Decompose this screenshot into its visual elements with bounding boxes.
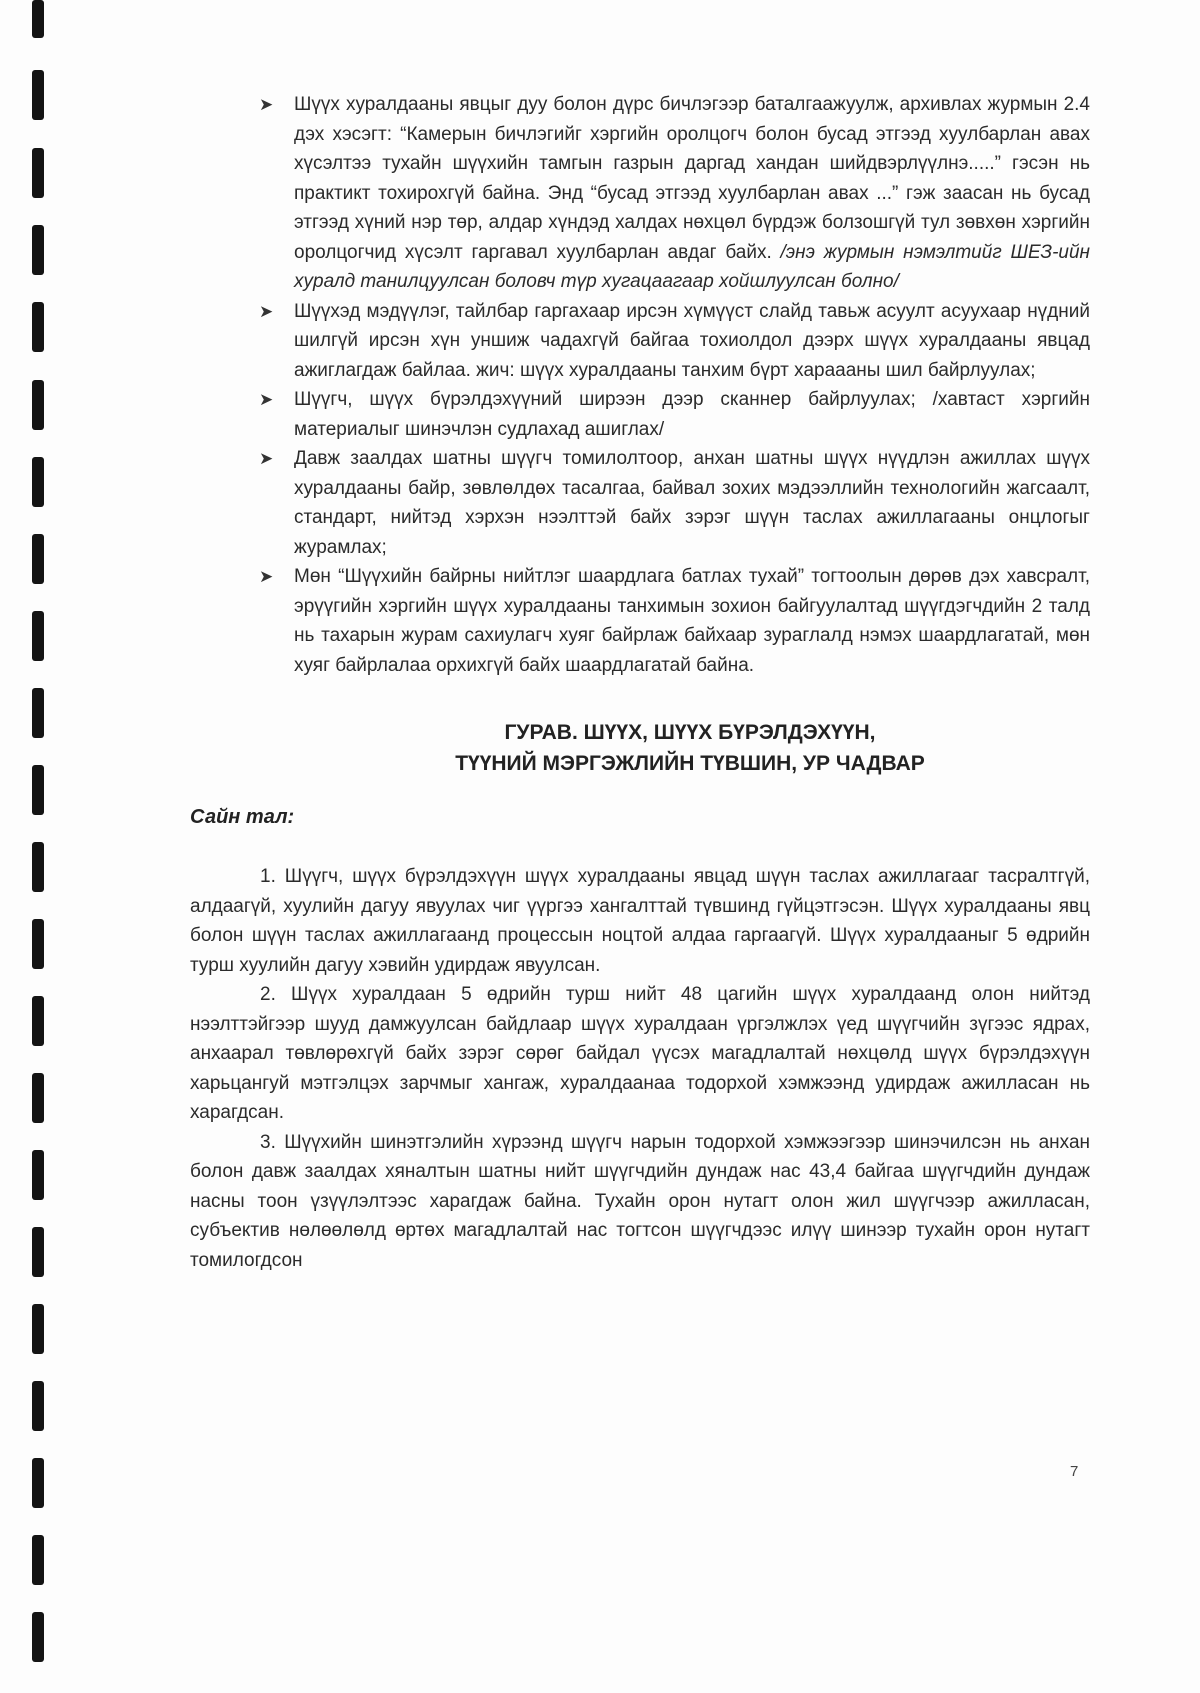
- binding-hole: [32, 765, 44, 815]
- arrow-bullet-icon: ➤: [259, 390, 274, 409]
- binding-hole: [32, 1304, 44, 1354]
- binding-hole: [32, 919, 44, 969]
- binding-hole: [32, 611, 44, 661]
- binding-hole: [32, 1227, 44, 1277]
- list-item-text: Шүүгч, шүүх бүрэлдэхүүний ширээн дээр сканнер байрлуулах; /хавтаст хэргийн материалыг шинэчлэн судлахад ашиглах/: [294, 389, 1090, 440]
- recommendation-list: [257, 90, 1090, 680]
- list-item: [257, 297, 1090, 386]
- list-item: [257, 90, 1090, 297]
- binding-hole: [32, 1381, 44, 1431]
- section-title-line: ТҮҮНИЙ МЭРГЭЖЛИЙН ТҮВШИН, УР ЧАДВАР: [455, 752, 925, 775]
- list-item: [257, 562, 1090, 680]
- binding-hole: [32, 1458, 44, 1508]
- list-item-note: /энэ журмын нэмэлтийг ШЕЗ-ийн хуралд танилцуулсан боловч түр хугацаагаар хойшлуулсан болно/: [294, 241, 1090, 292]
- paragraph: 1. Шүүгч, шүүх бүрэлдэхүүн шүүх хуралдааны явцад шүүн таслах ажиллагааг тасралтгүй, алдаагүй, хуулийн дагуу явуулах чиг үүргээ хангалттай түвшинд гүйцэтгэсэн. Шүүх хуралдааны явц болон шүүн таслах ажиллагаанд процессын ноцтой алдаа гаргаагүй. Шүүх хуралдааныг 5 өдрийн турш хуулийн дагуу хэвийн удирдаж явуулсан.: [190, 866, 1090, 976]
- binding-hole: [32, 70, 44, 120]
- list-item-text: Давж заалдах шатны шүүгч томилолтоор, анхан шатны шүүх нүүдлэн ажиллах шүүх хуралдааны байр, зөвлөлдөх тасалгаа, байвал зохих мэдээллийн технологийн жагсаалт, стандарт, нийтэд хэрхэн нээлттэй байх зэрэг шүүн таслах ажиллагааны онцлогыг журамлах;: [294, 448, 1090, 558]
- binding-strip: [30, 0, 50, 1693]
- section-title-line: ГУРАВ. ШҮҮХ, ШҮҮХ БҮРЭЛДЭХҮҮН,: [504, 721, 876, 744]
- binding-hole: [32, 534, 44, 584]
- binding-hole: [32, 1073, 44, 1123]
- binding-hole: [32, 380, 44, 430]
- binding-hole: [32, 148, 44, 198]
- binding-hole: [32, 225, 44, 275]
- list-item-text: Шүүх хуралдааны явцыг дуу болон дүрс бичлэгээр баталгаажуулж, архивлах журмын 2.4 дэх хэсэгт: “Камерын бичлэгийг хэргийн оролцогч болон бусад этгээд хуулбарлан авах хүсэлтээ тухайн шүүхийн тамгын газрын даргад хандан шийдвэрлүүлнэ.....” гэсэн нь практикт тохирохгүй байна. Энд “бусад этгээд хуулбарлан авах ...” гэж заасан нь бусад этгээд хүний нэр төр, алдар хүндэд халдах нөхцөл бүрдэж болзошгүй тул зөвхөн хэргийн оролцогчид хүсэлт гаргавал хуулбарлан авдаг байх.: [294, 94, 1090, 263]
- arrow-bullet-icon: ➤: [259, 301, 274, 321]
- list-item: [257, 385, 1090, 444]
- section-title: [190, 717, 1090, 779]
- list-item-text: Шүүхэд мэдүүлэг, тайлбар гаргахаар ирсэн хүмүүст слайд тавьж асуулт асуухаар нүдний шилгүй ирсэн хүн уншиж чадахгүй байгаа тохиолдол дээрх шүүх хуралдааны явцад ажиглагдаж байлаа. жич: шүүх хуралдааны танхим бүрт хараааны шил байрлуулах;: [294, 300, 1090, 381]
- binding-hole: [32, 688, 44, 738]
- page-number: 7: [1070, 1463, 1079, 1480]
- paragraph: 2. Шүүх хуралдаан 5 өдрийн турш нийт 48 цагийн шүүх хуралдаанд олон нийтэд нээлттэйгээр шууд дамжуулсан байдлаар шүүх хуралдаан үргэлжлэх үед шүүгчийн зүгээс ядрах, анхаарал төвлөрөхгүй байх зэрэг сөрөг байдал үүсэх магадлалтай нөхцөлд шүүх бүрэлдэхүүн харьцангуй мэтгэлцэх зарчмыг хангаж, хуралдаанаа тодорхой хэмжээнд удирдаж ажилласан нь харагдсан.: [190, 984, 1090, 1123]
- list-item: [257, 444, 1090, 562]
- binding-hole: [32, 1612, 44, 1662]
- arrow-bullet-icon: ➤: [259, 95, 274, 114]
- paragraph: 3. Шүүхийн шинэтгэлийн хүрээнд шүүгч нарын тодорхой хэмжээгээр шинэчилсэн нь анхан болон давж заалдах хяналтын шатны нийт шүүгчдийн дундаж нас 43,4 байгаа шүүгчдийн дундаж насны тоон үзүүлэлтээс харагдаж байна. Тухайн орон нутагт олон жил шүүгчээр ажилласан, субъектив нөлөөлөлд өртөх магадлалтай нас тогтсон шүүгчдээс илүү шинээр тухайн орон нутагт томилогдсон: [190, 1131, 1090, 1271]
- arrow-bullet-icon: ➤: [259, 449, 274, 468]
- arrow-bullet-icon: ➤: [259, 567, 274, 586]
- binding-hole: [32, 302, 44, 352]
- binding-hole: [32, 842, 44, 892]
- document-page: [190, 90, 1090, 1275]
- subheading: Сайн тал:: [190, 806, 295, 828]
- binding-hole: [32, 1150, 44, 1200]
- binding-hole: [32, 457, 44, 507]
- body-paragraphs: [190, 862, 1090, 1275]
- binding-hole: [32, 0, 44, 38]
- list-item-text: Мөн “Шүүхийн байрны нийтлэг шаардлага батлах тухай” тогтоолын дөрөв дэх хавсралт, эрүүгийн хэргийн шүүх хуралдааны танхимын зохион байгуулалтад шүүгдэгчдийн 2 талд нь тахарын журам сахиулагч хуяг байрлаж байхаар зураглалд нэмэх шаардлагатай, мөн хуяг байрлалаа орхихгүй байх шаардлагатай байна.: [294, 566, 1090, 676]
- binding-hole: [32, 1535, 44, 1585]
- binding-hole: [32, 996, 44, 1046]
